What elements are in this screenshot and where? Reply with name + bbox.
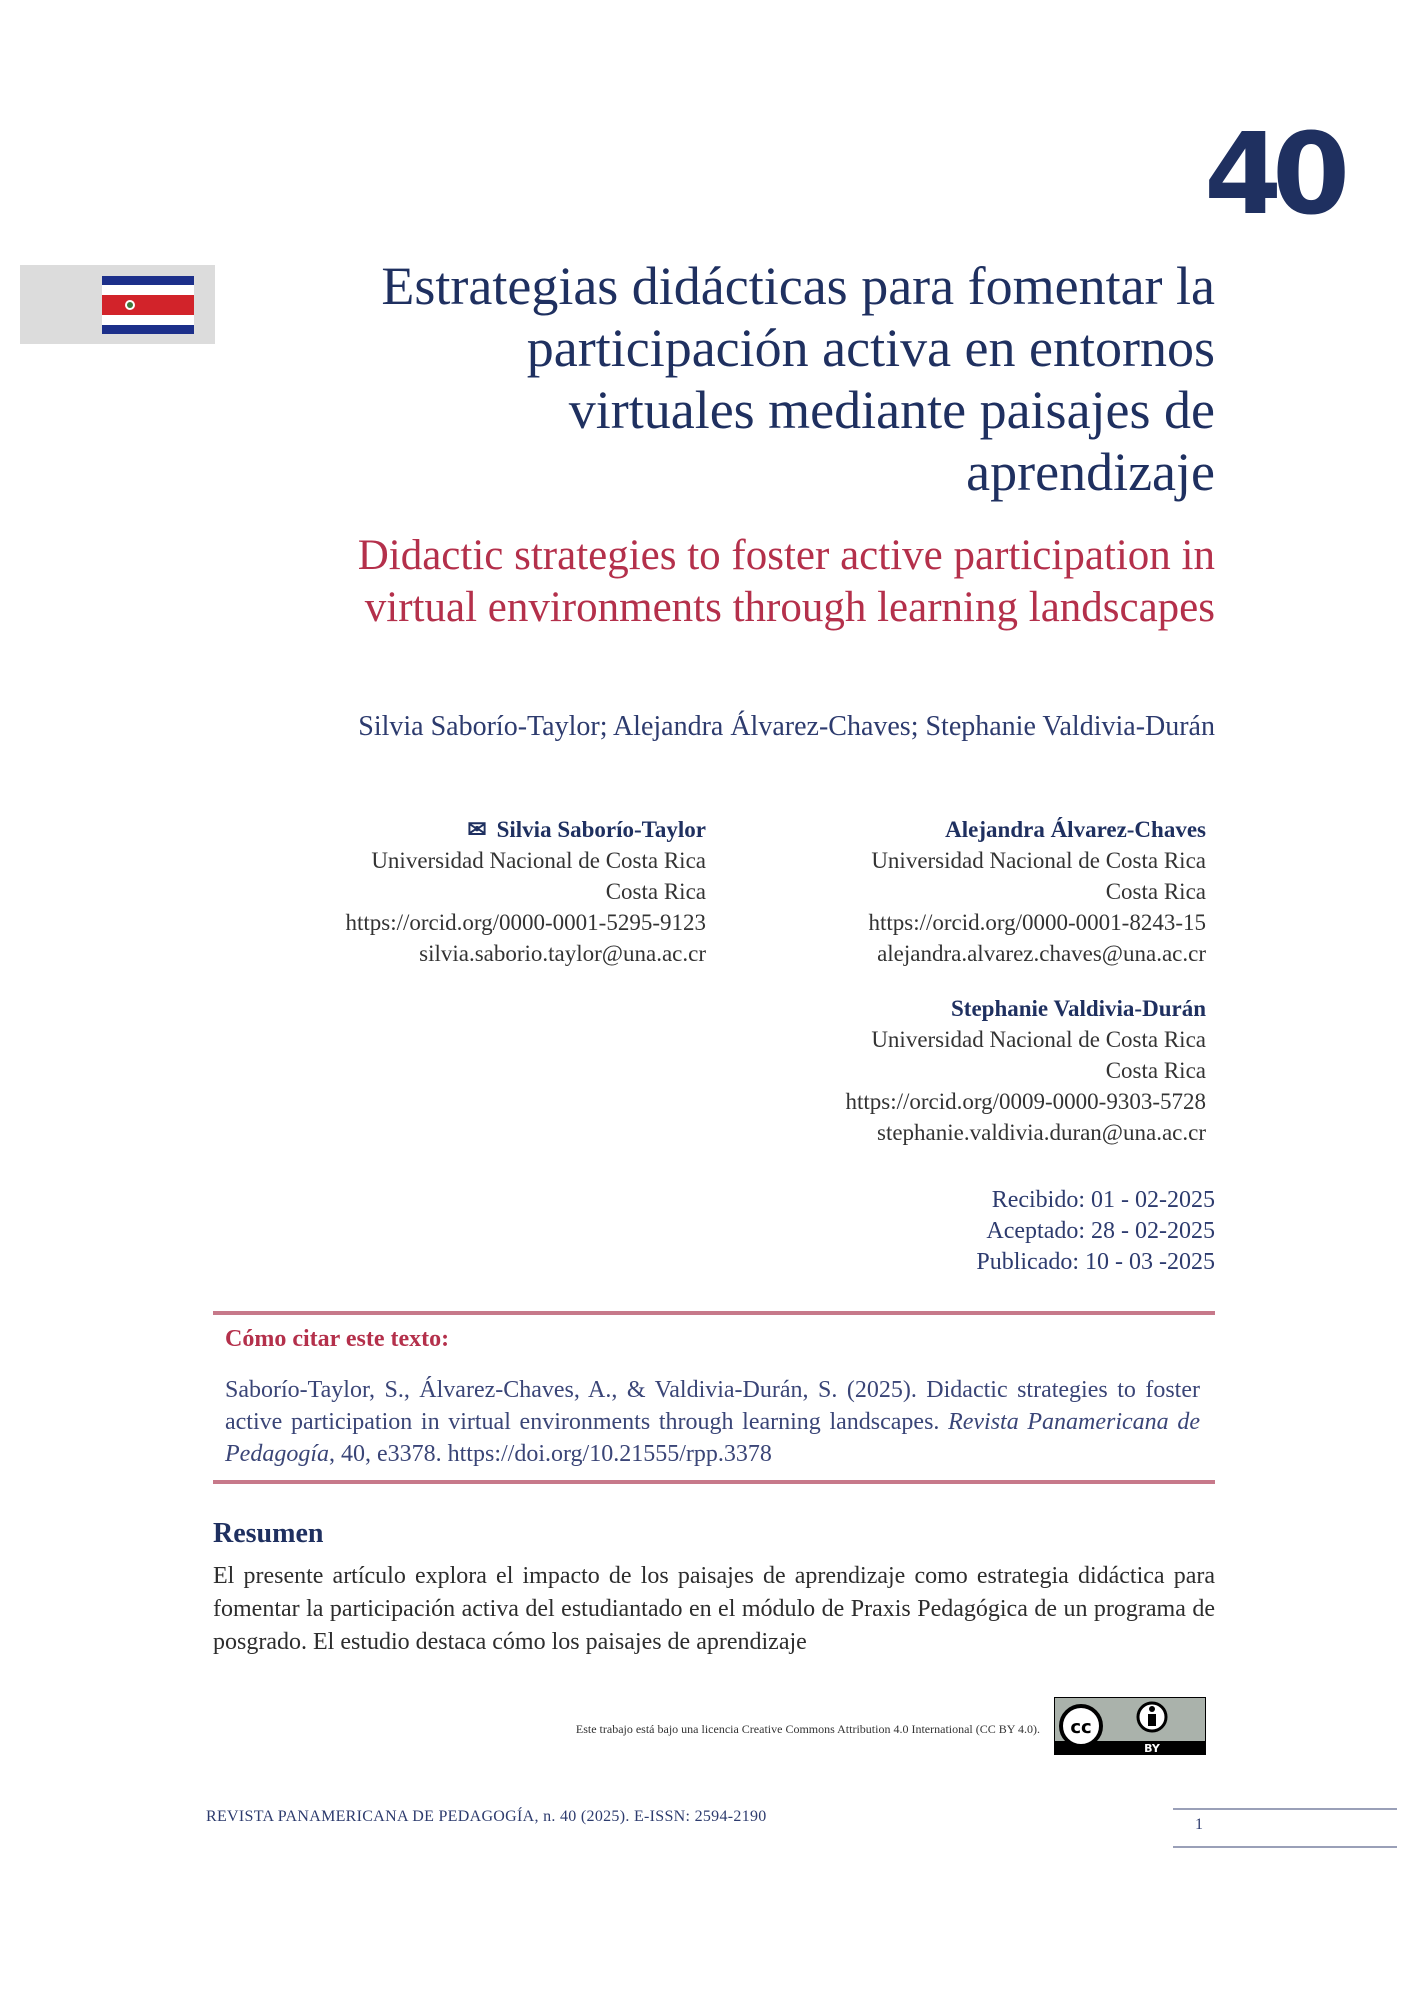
- date-accepted: Aceptado: 28 - 02-2025: [986, 1218, 1215, 1244]
- citation-doi[interactable]: , 40, e3378. https://doi.org/10.21555/rpp.3378: [328, 1441, 772, 1467]
- affiliation-email-link[interactable]: silvia.saborio.taylor@una.ac.cr: [419, 941, 706, 966]
- affiliation-country: Costa Rica: [1105, 1058, 1206, 1083]
- affiliation-orcid-link[interactable]: https://orcid.org/0000-0001-5295-9123: [345, 910, 706, 935]
- title-spanish: Estrategias didácticas para fomentar la participación activa en entornos virtuales mediante paisajes de aprendizaje: [381, 256, 1215, 502]
- citation-rule-top: [213, 1311, 1215, 1315]
- date-received: Recibido: 01 - 02-2025: [991, 1187, 1215, 1213]
- page-rule-bottom: [1173, 1846, 1397, 1848]
- affiliation-email-link[interactable]: stephanie.valdivia.duran@una.ac.cr: [877, 1120, 1206, 1145]
- cc-by-license-badge[interactable]: [1054, 1697, 1206, 1755]
- authors-line: [330, 708, 1215, 746]
- cc-badge-label: cc: [1070, 1717, 1092, 1738]
- envelope-icon: ✉: [467, 817, 487, 842]
- citation-journal: Revista Panamericana de Pedagogía: [225, 1409, 1200, 1467]
- page-rule-top: [1173, 1808, 1397, 1810]
- citation-rule-bottom: [213, 1480, 1215, 1484]
- affiliation-country: Costa Rica: [1105, 879, 1206, 904]
- citation-heading: Cómo citar este texto:: [225, 1326, 450, 1352]
- affiliation-1: [180, 814, 706, 969]
- affiliation-institution: Universidad Nacional de Costa Rica: [371, 848, 706, 873]
- title-english: Didactic strategies to foster active participation in virtual environments through learning landscapes: [357, 532, 1215, 631]
- affiliation-name: Alejandra Álvarez-Chaves: [945, 817, 1206, 842]
- affiliation-3: [700, 993, 1206, 1148]
- affiliation-orcid-link[interactable]: https://orcid.org/0000-0001-8243-15: [868, 910, 1206, 935]
- affiliation-institution: Universidad Nacional de Costa Rica: [871, 848, 1206, 873]
- page-number: 1: [1195, 1816, 1203, 1833]
- by-badge-label: BY: [1144, 1742, 1160, 1755]
- affiliation-orcid-link[interactable]: https://orcid.org/0009-0000-9303-5728: [845, 1089, 1206, 1114]
- costa-rica-flag-icon: [102, 276, 194, 334]
- date-published: Publicado: 10 - 03 -2025: [976, 1249, 1215, 1275]
- affiliation-institution: Universidad Nacional de Costa Rica: [871, 1027, 1206, 1052]
- abstract-heading: Resumen: [213, 1518, 324, 1549]
- abstract-text: El presente artículo explora el impacto de los paisajes de aprendizaje como estrategia didáctica para fomentar la participación activa del estudiantado en el módulo de Praxis Pedagógica de un programa de posgrado. El estudio destaca cómo los paisajes de aprendizaje: [213, 1563, 1215, 1655]
- footer-journal: REVISTA PANAMERICANA DE PEDAGOGÍA, n. 40 (2025). E-ISSN: 2594-2190: [206, 1808, 767, 1825]
- issue-number: 40: [1204, 110, 1340, 240]
- article-dates: [700, 1185, 1215, 1278]
- affiliation-2: [700, 814, 1206, 969]
- affiliation-name: Stephanie Valdivia-Durán: [951, 996, 1206, 1021]
- citation-authors: Saborío-Taylor, S., Álvarez-Chaves, A., & Valdivia-Durán, S. (2025). Didactic strategies to foster active participation in virtual environments through learning landscapes.: [225, 1377, 1200, 1435]
- license-text: Este trabajo está bajo una licencia Creative Commons Attribution 4.0 International (CC BY 4.0).: [575, 1722, 1040, 1736]
- citation-text: [225, 1374, 1200, 1470]
- authors-text: Silvia Saborío-Taylor; Alejandra Álvarez-Chaves; Stephanie Valdivia-Durán: [358, 711, 1215, 742]
- affiliation-country: Costa Rica: [605, 879, 706, 904]
- affiliation-name: Silvia Saborío-Taylor: [496, 817, 706, 842]
- affiliation-email-link[interactable]: alejandra.alvarez.chaves@una.ac.cr: [877, 941, 1206, 966]
